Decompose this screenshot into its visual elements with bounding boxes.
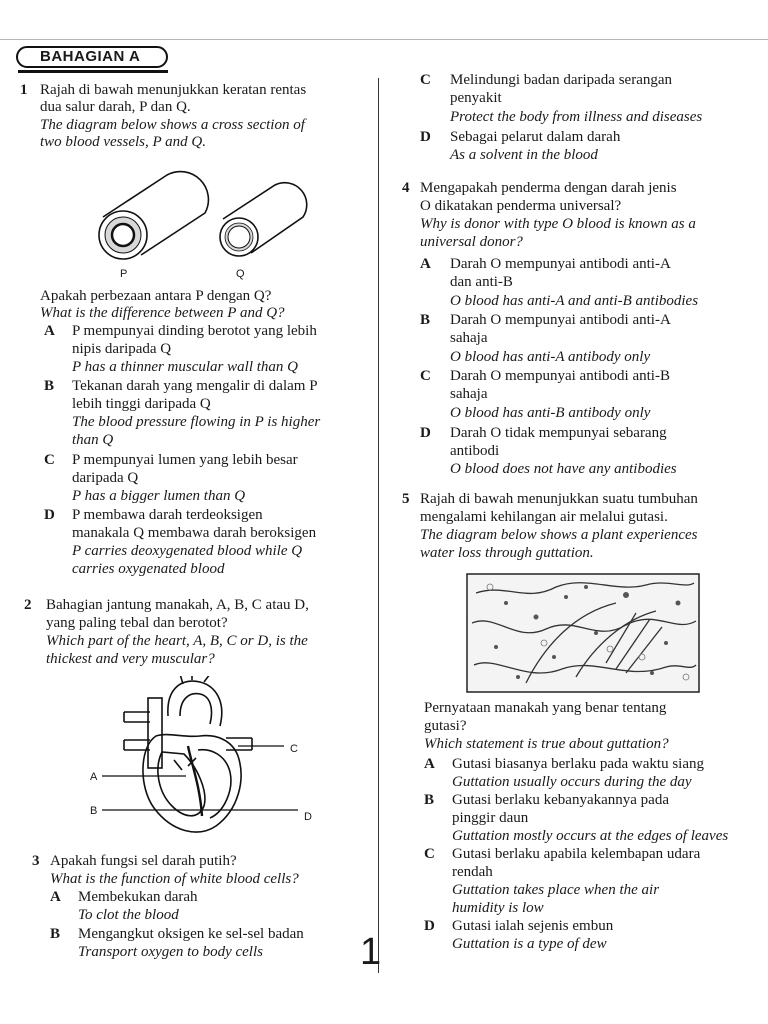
question-number: 1: [20, 82, 28, 98]
option-c-malay: P mempunyai lumen yang lebih besar: [72, 452, 298, 468]
option-b-english: The blood pressure flowing in P is higher: [72, 414, 321, 430]
option-a-english: To clot the blood: [78, 907, 179, 923]
option-letter: D: [44, 507, 55, 523]
option-letter: D: [420, 425, 431, 441]
option-c-english: Protect the body from illness and diseases: [450, 109, 703, 125]
option-letter: C: [424, 846, 435, 862]
column-divider: [378, 78, 379, 973]
stem-malay: Mengapakah penderma dengan darah jenis: [420, 180, 677, 196]
option-b-english: Transport oxygen to body cells: [78, 944, 263, 960]
stem-english: thickest and very muscular?: [46, 651, 215, 667]
label-d: D: [304, 811, 312, 823]
option-a-malay: Membekukan darah: [78, 889, 198, 905]
option-letter: C: [420, 72, 431, 88]
question-number: 4: [402, 180, 410, 196]
option-letter: C: [44, 452, 55, 468]
question-malay: gutasi?: [424, 718, 467, 734]
stem-malay: yang paling tebal dan berotot?: [46, 615, 228, 631]
option-c-english: O blood has anti-B antibody only: [450, 405, 651, 421]
option-c-malay: Gutasi berlaku apabila kelembapan udara: [452, 846, 701, 862]
heart-diagram: [88, 676, 328, 841]
option-d-english: As a solvent in the blood: [450, 147, 598, 163]
label-c: C: [290, 743, 298, 755]
option-letter: B: [44, 378, 55, 394]
section-header-shadow: [18, 70, 168, 73]
stem-malay: O dikatakan penderma universal?: [420, 198, 622, 214]
option-c-english: P has a bigger lumen than Q: [72, 488, 246, 504]
option-letter: A: [420, 256, 431, 272]
option-b-malay: lebih tinggi daripada Q: [72, 396, 211, 412]
option-b-malay: Tekanan darah yang mengalir di dalam P: [72, 378, 318, 394]
option-letter: A: [50, 889, 61, 905]
option-b-malay: Mengangkut oksigen ke sel-sel badan: [78, 926, 304, 942]
page-number: 1: [360, 931, 382, 973]
option-letter: C: [420, 368, 431, 384]
stem-english: Why is donor with type O blood is known as a: [420, 216, 696, 232]
page-top-rule: [0, 39, 768, 40]
option-b-malay: pinggir daun: [452, 810, 529, 826]
option-d-english: Guttation is a type of dew: [452, 936, 607, 952]
option-c-english: Guttation takes place when the air: [452, 882, 660, 898]
label-a: A: [90, 771, 98, 783]
option-d-english: P carries deoxygenated blood while Q: [72, 543, 303, 559]
section-header: BAHAGIAN A: [16, 46, 168, 68]
option-a-malay: P mempunyai dinding berotot yang lebih: [72, 323, 317, 339]
option-b-english: than Q: [72, 432, 114, 448]
option-a-malay: Gutasi biasanya berlaku pada waktu siang: [452, 756, 705, 772]
question-english: Which statement is true about guttation?: [424, 736, 669, 752]
option-c-malay: rendah: [452, 864, 493, 880]
option-letter: A: [44, 323, 55, 339]
option-letter: B: [424, 792, 435, 808]
option-b-malay: Gutasi berlaku kebanyakannya pada: [452, 792, 669, 808]
blood-vessels-diagram: [95, 165, 325, 280]
option-d-english: O blood does not have any antibodies: [450, 461, 677, 477]
option-a-english: P has a thinner muscular wall than Q: [72, 359, 298, 375]
stem-malay: Apakah fungsi sel darah putih?: [50, 853, 237, 869]
stem-english: Which part of the heart, A, B, C or D, is the: [46, 633, 308, 649]
option-letter: A: [424, 756, 435, 772]
stem-malay: Bahagian jantung manakah, A, B, C atau D,: [46, 597, 309, 613]
option-b-english: Guttation mostly occurs at the edges of leaves: [452, 828, 729, 844]
option-a-malay: dan anti-B: [450, 274, 513, 290]
stem-english: two blood vessels, P and Q.: [40, 134, 206, 150]
option-d-malay: manakala Q membawa darah beroksigen: [72, 525, 317, 541]
stem-english: water loss through guttation.: [420, 545, 594, 561]
label-q: Q: [236, 268, 245, 280]
option-d-malay: antibodi: [450, 443, 500, 459]
stem-malay: Rajah di bawah menunjukkan suatu tumbuhan: [420, 491, 698, 507]
question-number: 3: [32, 853, 40, 869]
option-a-english: O blood has anti-A and anti-B antibodies: [450, 293, 699, 309]
option-d-malay: Darah O tidak mempunyai sebarang: [450, 425, 667, 441]
question-malay: Pernyataan manakah yang benar tentang: [424, 700, 667, 716]
option-a-malay: Darah O mempunyai antibodi anti-A: [450, 256, 671, 272]
question-malay: Apakah perbezaan antara P dengan Q?: [40, 288, 272, 304]
question-number: 5: [402, 491, 410, 507]
vessel-p: [99, 172, 208, 259]
option-c-malay: Melindungi badan daripada serangan: [450, 72, 673, 88]
question-number: 2: [24, 597, 32, 613]
option-letter: B: [50, 926, 61, 942]
vessel-q: [220, 183, 307, 256]
stem-english: The diagram below shows a cross section of: [40, 117, 305, 133]
option-d-english: carries oxygenated blood: [72, 561, 225, 577]
option-d-malay: Sebagai pelarut dalam darah: [450, 129, 621, 145]
option-c-malay: penyakit: [450, 90, 502, 106]
option-b-malay: Darah O mempunyai antibodi anti-A: [450, 312, 671, 328]
option-letter: D: [424, 918, 435, 934]
option-c-malay: sahaja: [450, 386, 488, 402]
stem-english: What is the function of white blood cells?: [50, 871, 299, 887]
option-b-english: O blood has anti-A antibody only: [450, 349, 651, 365]
stem-malay: mengalami kehilangan air melalui gutasi.: [420, 509, 668, 525]
option-a-malay: nipis daripada Q: [72, 341, 172, 357]
option-letter: D: [420, 129, 431, 145]
stem-english: The diagram below shows a plant experiences: [420, 527, 698, 543]
question-english: What is the difference between P and Q?: [40, 305, 285, 321]
guttation-image: [466, 573, 700, 693]
stem-malay: dua salur darah, P dan Q.: [40, 99, 191, 115]
option-c-english: humidity is low: [452, 900, 544, 916]
label-p: P: [120, 268, 128, 280]
option-c-malay: daripada Q: [72, 470, 139, 486]
option-b-malay: sahaja: [450, 330, 488, 346]
option-c-malay: Darah O mempunyai antibodi anti-B: [450, 368, 670, 384]
option-a-english: Guttation usually occurs during the day: [452, 774, 692, 790]
option-d-malay: Gutasi ialah sejenis embun: [452, 918, 614, 934]
label-b: B: [90, 805, 98, 817]
stem-english: universal donor?: [420, 234, 523, 250]
option-letter: B: [420, 312, 431, 328]
option-d-malay: P membawa darah terdeoksigen: [72, 507, 263, 523]
stem-malay: Rajah di bawah menunjukkan keratan rentas: [40, 82, 307, 98]
